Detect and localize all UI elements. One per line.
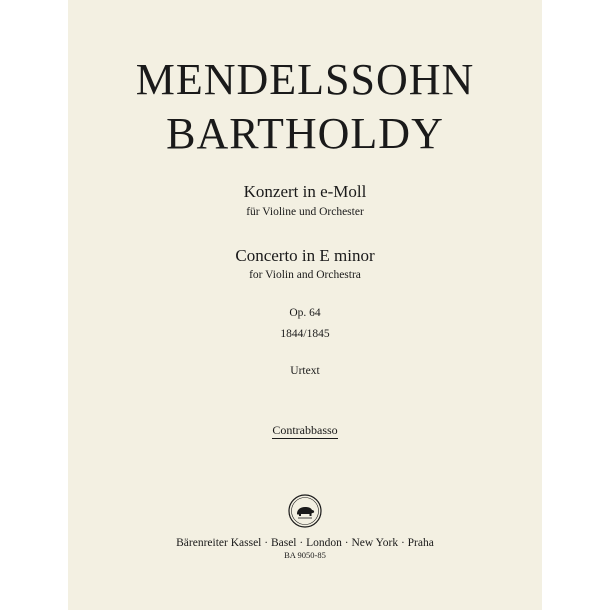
instrument-part-label: Contrabbasso — [272, 423, 338, 437]
work-subtitle-english: for Violin and Orchestra — [249, 269, 361, 281]
work-subtitle-german: für Violine und Orchester — [246, 206, 364, 218]
publisher-cities: Bärenreiter Kassel · Basel · London · New York · Praha — [176, 537, 434, 549]
barenreiter-bear-logo-icon — [287, 493, 323, 529]
score-cover-page — [68, 0, 542, 610]
composition-years: 1844/1845 — [280, 328, 330, 340]
work-title-english: Concerto in E minor — [235, 246, 375, 265]
part-label-container — [68, 421, 542, 439]
edition-type: Urtext — [290, 365, 320, 377]
opus-number: Op. 64 — [289, 307, 321, 319]
catalog-number: BA 9050-85 — [284, 550, 326, 560]
composer-name-line-1: MENDELSSOHN — [135, 55, 475, 104]
composer-name-line-2: BARTHOLDY — [166, 109, 444, 158]
work-title-german: Konzert in e-Moll — [243, 182, 367, 201]
